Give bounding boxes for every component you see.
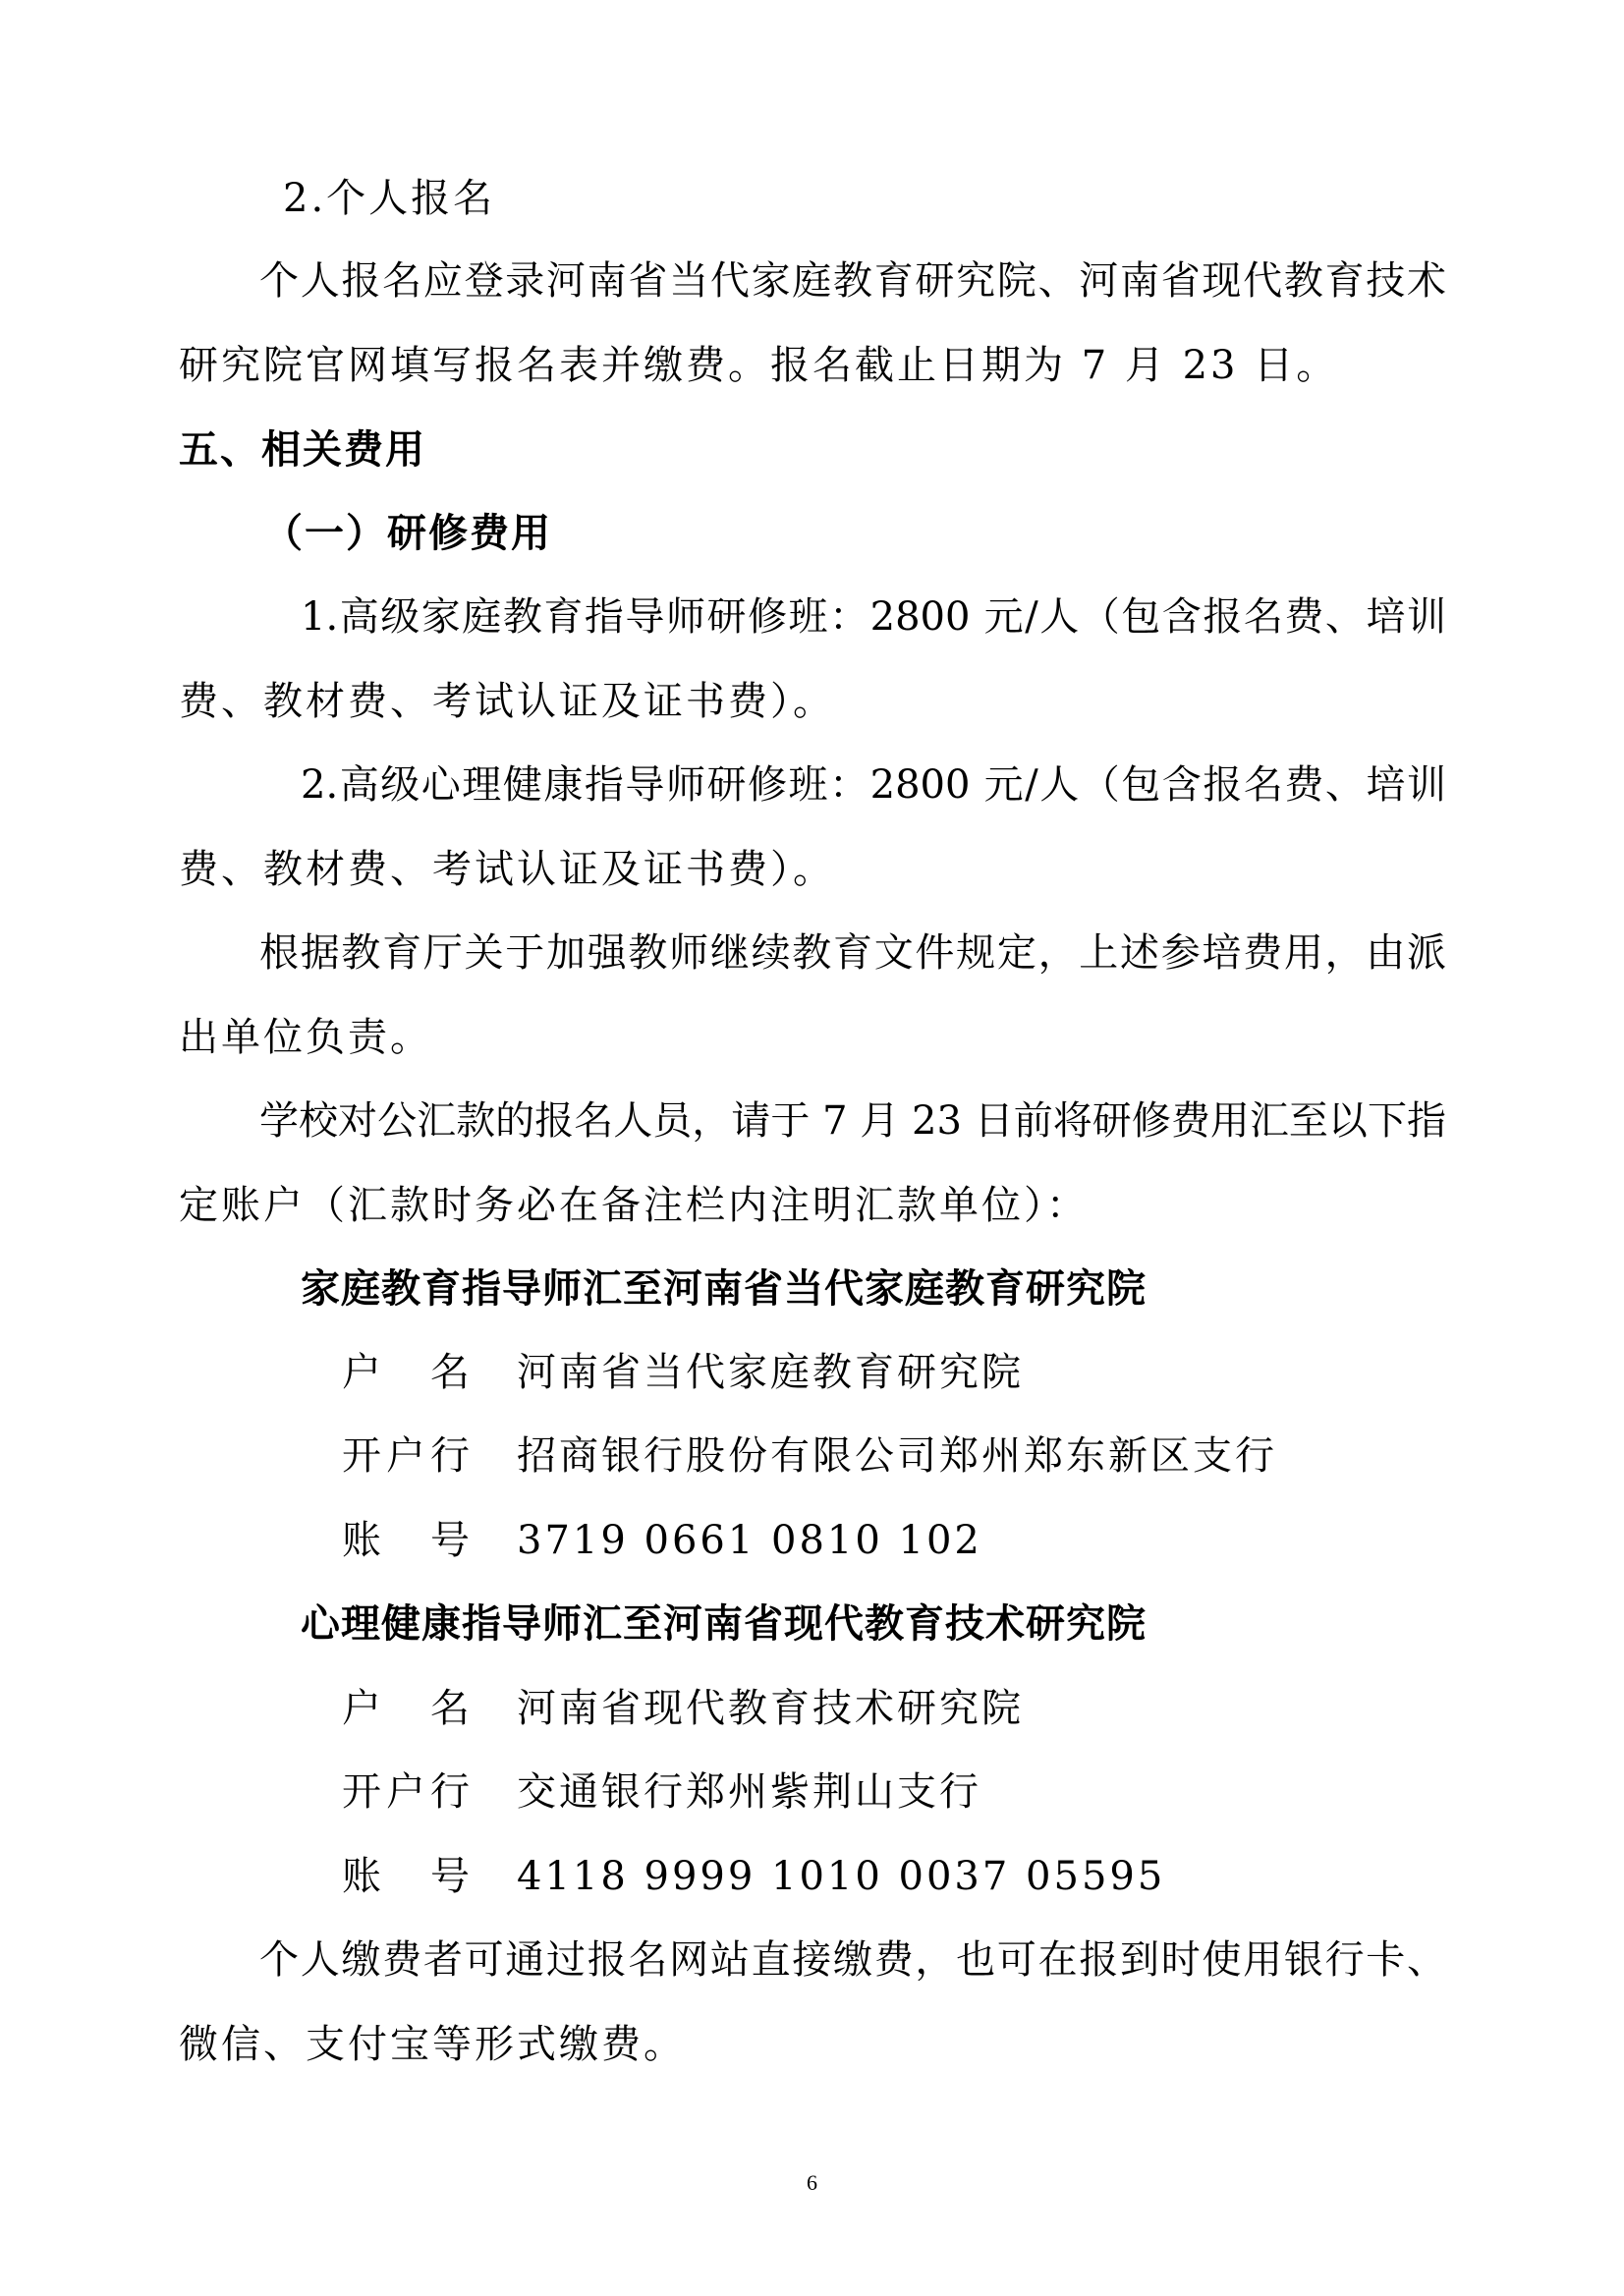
account-heading-family-education: 家庭教育指导师汇至河南省当代家庭教育研究院 xyxy=(301,1266,1147,1312)
paragraph-line: 费、教材费、考试认证及证书费）。 xyxy=(179,847,835,892)
fee-item-family-education: 1.高级家庭教育指导师研修班：2800 元/人（包含报名费、培训 xyxy=(301,594,1446,640)
account-label: 开户行 xyxy=(342,1769,470,1815)
account-row-name xyxy=(342,1681,1024,1736)
account-value: 河南省当代家庭教育研究院 xyxy=(517,1350,1024,1395)
account-value: 3719 0661 0810 102 xyxy=(517,1518,982,1563)
account-row-name xyxy=(342,1345,1024,1400)
account-heading-mental-health: 心理健康指导师汇至河南省现代教育技术研究院 xyxy=(301,1601,1147,1647)
paragraph-line: 定账户（汇款时务必在备注栏内注明汇款单位）： xyxy=(179,1183,1089,1228)
account-label: 开户行 xyxy=(342,1433,470,1479)
paragraph-line: 费、教材费、考试认证及证书费）。 xyxy=(179,679,835,724)
account-label: 户 名 xyxy=(342,1350,470,1395)
account-label: 户 名 xyxy=(342,1686,470,1731)
account-value: 4118 9999 1010 0037 05595 xyxy=(517,1854,1166,1899)
account-row-number xyxy=(342,1849,1165,1904)
section-heading-fees: 五、相关费用 xyxy=(179,427,426,473)
page-number: 6 xyxy=(807,2170,817,2195)
section-item-individual-registration: 2.个人报名 xyxy=(283,176,496,221)
paragraph-line: 出单位负责。 xyxy=(179,1015,432,1060)
account-row-bank xyxy=(342,1428,1277,1484)
fee-item-mental-health: 2.高级心理健康指导师研修班：2800 元/人（包含报名费、培训 xyxy=(301,762,1446,808)
paragraph-line: 研究院官网填写报名表并缴费。报名截止日期为 7 月 23 日。 xyxy=(179,343,1339,388)
paragraph-line: 根据教育厅关于加强教师继续教育文件规定，上述参培费用，由派 xyxy=(259,930,1446,976)
account-label: 账 号 xyxy=(342,1518,470,1563)
account-value: 招商银行股份有限公司郑州郑东新区支行 xyxy=(517,1433,1277,1479)
paragraph-line: 个人报名应登录河南省当代家庭教育研究院、河南省现代教育技术 xyxy=(259,258,1446,304)
account-row-bank xyxy=(342,1764,981,1820)
account-label: 账 号 xyxy=(342,1854,470,1899)
paragraph-line: 微信、支付宝等形式缴费。 xyxy=(179,2022,686,2067)
paragraph-line: 个人缴费者可通过报名网站直接缴费，也可在报到时使用银行卡、 xyxy=(259,1937,1446,1983)
subsection-heading-training-fees: （一）研修费用 xyxy=(263,511,552,556)
account-row-number xyxy=(342,1513,982,1568)
account-value: 交通银行郑州紫荆山支行 xyxy=(517,1769,981,1815)
paragraph-line: 学校对公汇款的报名人员，请于 7 月 23 日前将研修费用汇至以下指 xyxy=(259,1098,1446,1144)
account-value: 河南省现代教育技术研究院 xyxy=(517,1686,1024,1731)
